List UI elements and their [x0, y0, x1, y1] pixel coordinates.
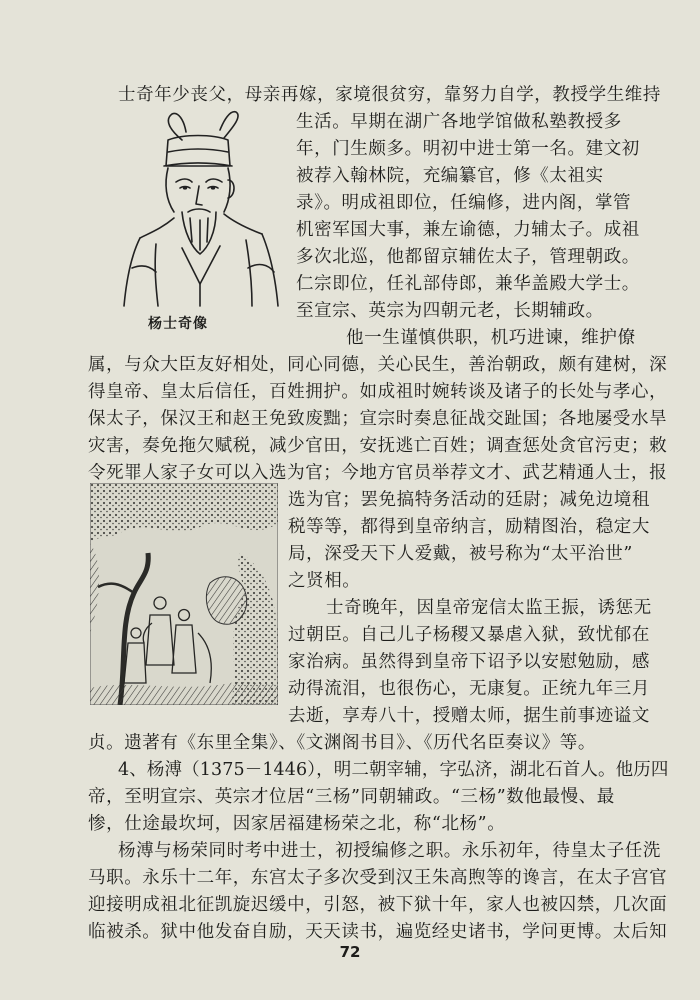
portrait-caption: 杨士奇像 — [148, 316, 208, 332]
text-line: 临被杀。狱中他发奋自励，天天读书，遍览经史诸书，学问更博。太后知 — [88, 922, 668, 942]
text-line: 士奇年少丧父，母亲再嫁，家境很贫穷，靠努力自学，教授学生维持 — [118, 85, 661, 105]
text-line: 年，门生颇多。明初中进士第一名。建文初 — [296, 139, 640, 159]
text-line: 动得流泪，也很伤心，无康复。正统九年三月 — [288, 679, 650, 699]
text-line: 至宣宗、英宗为四朝元老，长期辅政。 — [296, 301, 604, 321]
text-line: 之贤相。 — [288, 571, 361, 591]
scene-illustration — [90, 483, 278, 705]
text-line: 多次北巡，他都留京辅佐太子，管理朝政。 — [296, 247, 640, 267]
text-line: 被荐入翰林院，充编纂官，修《太祖实 — [296, 166, 604, 186]
text-line: 他一生谨慎供职，机巧进谏，维护僚 — [346, 328, 636, 348]
text-line: 录》。明成祖即位，任编修，进内阁，掌管 — [296, 193, 632, 213]
text-line: 生活。早期在湖广各地学馆做私塾教授多 — [296, 112, 622, 132]
text-line: 杨溥与杨荣同时考中进士，初授编修之职。永乐初年，待皇太子任洗 — [118, 841, 661, 861]
text-line: 税等等，都得到皇帝纳言，励精图治，稳定大 — [288, 517, 650, 537]
text-line: 令死罪人家子女可以入选为官；今地方官员举荐文才、武艺精通人士，报 — [88, 463, 668, 483]
page-number: 72 — [339, 943, 361, 961]
text-line: 帝，至明宣宗、英宗才位居“三杨”同朝辅政。“三杨”数他最慢、最 — [88, 787, 615, 807]
text-line: 贞。遗著有《东里全集》、《文渊阁书目》、《历代名臣奏议》等。 — [88, 733, 596, 753]
text-line: 属，与众大臣友好相处，同心同德，关心民生，善治朝政，颇有建树，深 — [88, 355, 668, 375]
text-line: 家治病。虽然得到皇帝下诏予以安慰勉励，感 — [288, 652, 650, 672]
text-line: 士奇晚年，因皇帝宠信太监王振，诱惩无 — [326, 598, 652, 618]
text-line: 去逝，享寿八十，授赠太师，据生前事迹谥文 — [288, 706, 650, 726]
text-line: 保太子，保汉王和赵王免致废黜；宣宗时奏息征战交趾国；各地屡受水旱 — [88, 409, 668, 429]
text-line: 灾害，奏免拖欠赋税，减少官田，安抚逃亡百姓；调查惩处贪官污吏；敕 — [88, 436, 668, 456]
text-line: 机密军国大事，兼左谕德，力辅太子。成祖 — [296, 220, 640, 240]
text-line: 4、杨溥（1375－1446），明二朝宰辅，字弘济，湖北石首人。他历四 — [118, 760, 669, 780]
text-line: 惨，仕途最坎坷，因家居福建杨荣之北，称“北杨”。 — [88, 814, 506, 834]
text-line: 局，深受天下人爱戴，被号称为“太平治世” — [288, 544, 633, 564]
text-line: 过朝臣。自己儿子杨稷又暴虐入狱，致忧郁在 — [288, 625, 650, 645]
text-line: 得皇帝、皇太后信任，百姓拥护。如成祖时婉转谈及诸子的长处与孝心， — [88, 382, 668, 402]
text-line: 马职。永乐十二年，东宫太子多次受到汉王朱高煦等的谗言，在太子宫官 — [88, 868, 668, 888]
portrait-illustration — [112, 108, 287, 308]
text-line: 迎接明成祖北征凯旋迟缓中，引怒，被下狱十年，家人也被囚禁，几次面 — [88, 895, 668, 915]
text-line: 仁宗即位，任礼部侍郎，兼华盖殿大学士。 — [296, 274, 640, 294]
text-line: 选为官；罢免搞特务活动的廷尉；减免边境租 — [288, 490, 650, 510]
